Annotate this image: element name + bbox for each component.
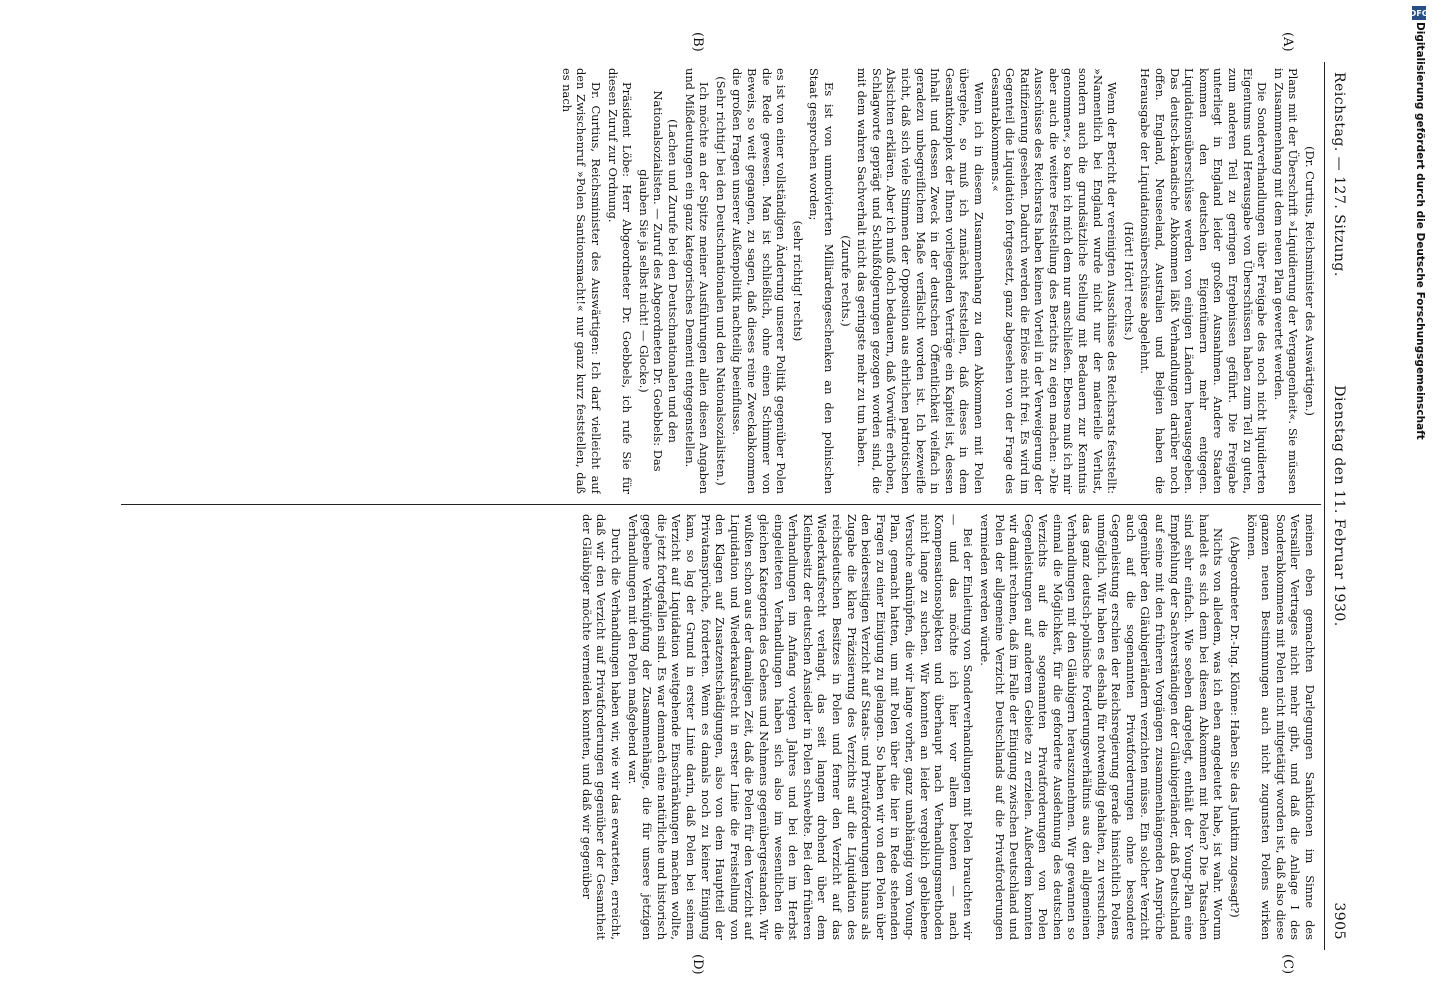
dfg-logo: DFG — [1412, 6, 1426, 20]
right-column — [127, 514, 1317, 940]
interjection: (Hört! Hört! rechts.) — [1121, 221, 1136, 341]
paragraph: Plans mit der Überschrift »Liquidierung der Vergangenheit«. Sie müssen in Zusammenhang mit dem neuen Plan gewertet werden. — [1271, 68, 1301, 494]
digitization-note: Digitalisierung gefördert durch die Deutsche Forschungsgemeinschaft — [1414, 22, 1426, 440]
paragraph: Dr. Curtius, Reichsminister des Auswärtigen: Ich darf vielleicht auf den Zwischenruf »Polen Santionsmacht!« nur ganz kurz feststellen, daß es nach — [559, 68, 604, 494]
paragraph: meinen eben gemachten Darlegungen Sanktionen im Sinne des Versailler Vertrages nicht mehr gibt, und daß die Anlage I des Sonderabkommens mit Polen nicht mitgetätigt worden ist, daß also diese ganzen neuen Bestimmungen auch nicht zugunsten Polens wirken können. — [1244, 514, 1317, 940]
interjection: (Zurufe rechts.) — [838, 235, 853, 327]
interjection: (sehr richtig! rechts) — [790, 220, 805, 342]
interjection: (Lachen und Zurufe bei den Deutschnationalen und den Nationalsozialisten. — Zuruf des Abgeordneten Dr. Goebbels: Das glauben Sie ja selbst nicht! — Glocke.) — [636, 90, 681, 472]
paragraph: Es ist von unmotivierten Milliardengeschenken an den polnischen Staat gesprochen worden; — [807, 68, 836, 494]
margin-marker-d: (D) — [690, 954, 705, 975]
digitization-stamp — [1409, 6, 1429, 996]
header-date: Dienstag den 11. Februar 1930. — [1331, 385, 1347, 627]
page-number: 3905 — [1331, 902, 1347, 940]
paragraph: Durch die Verhandlungen haben wir, wie wir das erwarteten, erreicht, daß wir den Verzicht auf Privatforderungen gegenüber der Gesamtheit der Gläubiger möchte vermeiden konnten, und daß wir gegenüber — [579, 514, 624, 940]
paragraph: Präsident Löbe: Herr Abgeordneter Dr. Goebbels, ich rufe Sie für diesen Zuruf zur Ordnung. — [605, 68, 635, 494]
interjection: (Abgeordneter Dr.-Ing. Klönne: Haben Sie das Junktim zugesagt?) — [1228, 536, 1243, 918]
paragraph: Ich möchte an der Spitze meiner Ausführungen allen diesen Angaben und Mißdeutungen ein ganz kategorisches Dementi entgegenstellen. — [682, 68, 712, 494]
margin-marker-b: (B) — [690, 32, 705, 52]
header-rule — [1324, 62, 1325, 950]
paragraph: Nichts von alledem, was ich eben angedeutet habe, ist wahr. Worum handelt es sich denn bei diesem Abkommen mit Polen? Die Tatsachen sind sehr einfach. Wie soeben dargelegt, enthält der Young-Plan eine Empfehlung der Sachverständigen der Gläubigerländer, daß Deutschland auf seine mit den früheren Vorgängen zusammenhängenden Ansprüche gegenüber den Gläubigerländern verzichten müsse. Ein solcher Verzicht auch auf die sogenannten Privatforderungen ohne besondere Gegenleistung erschien der Reichsregierung gerade hinsichtlich Polens unmöglich. Wir haben es deshalb für notwendig gehalten, zu versuchen, das ganz deutsch-polnische Forderungsverhältnis aus den allgemeinen Verhandlungen mit den Gläubigern herauszunehmen. Wir gewannen so einmal die Möglichkeit, für die geforderte Ausdehnung des deutschen Verzichts auf die sogenannten Privatforderungen von Polen Gegenleistungen auf anderem Gebiete zu erzielen. Außerdem konnten wir damit rechnen, daß im Falle der Einigung zwischen Deutschland und Polen der allgemeine Verzicht Deutschlands auf die Privatforderungen vermieden werden würde. — [977, 514, 1226, 940]
header-session: Reichstag. — 127. Sitzung. — [1331, 72, 1347, 277]
page-header — [1323, 62, 1347, 950]
paragraph: Wenn ich in diesem Zusammenhang zu dem Abkommen mit Polen übergehe, so muß ich zunächst feststellen, daß dieses in dem Gesamtkomplex der Ihnen vorliegenden Verträge ein Kapitel ist, dessen Inhalt und dessen Zweck in der deutschen Öffentlichkeit vielfach in geradezu unbegreiflichem Maße verfälscht worden ist. Ich bezweifle nicht, daß sich viele Stimmen der Opposition aus ehrlichen patriotischen Absichten erklären. Aber ich muß doch bedauern, daß Vorwürfe erhoben, Schlagworte geprägt und Schlußfolgerungen gezogen worden sind, die mit dem wahren Sachverhalt nicht das geringste mehr zu tun haben. — [855, 68, 986, 494]
paragraph: Bei der Einleitung von Sonderverhandlungen mit Polen brauchten wir — und das möchte ich hier vor allem betonen — nach Kompensationsobjekten und überhaupt nach Verhandlungsmethoden nicht lange zu suchen. Wir konnten an leider vergeblich gebliebene Versuche anknüpfen, die wir lange vorher, ganz unabhängig vom Young-Plan, gemacht hatten, um mit Polen über die hier in Rede stehenden Fragen zu einer Einigung zu gelangen. So haben wir von den Polen über den beiderseitigen Verzicht auf Staats- und Privatforderungen hinaus als Zugabe die klare Präzisierung des Verzichts auf die Liquidation des reichsdeutschen Besitzes in Polen und ferner den Verzicht auf das Wiederkaufsrecht verlangt, das seit langem drohend über dem Kleinbesitz der deutschen Ansiedler in Polen schwebte. Bei den früheren Verhandlungen im Anfang vorigen Jahres und bei den im Herbst eingeleiteten Verhandlungen haben sich also im wesentlichen die gleichen Kategorien des Gebens und Nehmens gegenübergestanden. Wir wußten schon aus der damaligen Zeit, daß die Polen für den Verzicht auf Liquidation und Wiederkaufsrecht in erster Linie die Freistellung von den Klagen auf Zusatzentschädigungen, also von dem Hauptteil der Privatansprüche, forderten. Wenn es damals noch zu keiner Einigung kam, so lag der Grund in erster Linie darin, daß Polen bei seinem Verzicht auf Liquidation weitgehende Einschränkungen machen wollte, die jetzt fortgefallen sind. Es war demnach eine natürliche und historisch gegebene Verknüpfung der Zusammenhänge, die für unsere jetzigen Verhandlungen mit den Polen maßgebend war. — [625, 514, 976, 940]
paragraph: Die Sonderverhandlungen über Freigabe des noch nicht liquidierten Eigentums und Herausgabe von Überschüssen haben zum Teil zu guten, zum anderen Teil zu geringen Ergebnissen geführt. Die Freigabe unterliegt in England leider großen Ausnahmen. Andere Staaten kommen den deutschen Eigentümern mehr entgegen. Liquidationsüberschüsse werden von einigen Ländern herausgegeben. Das deutsch-kanadische Abkommen läßt Verhandlungen darüber noch offen. England, Neuseeland, Australien und Belgien haben die Herausgabe der Liquidationsüberschüsse abgelehnt. — [1138, 68, 1270, 494]
margin-marker-a: (A) — [1280, 32, 1295, 52]
paragraph: es ist von einer vollständigen Änderung unserer Politik gegenüber Polen die Rede gewesen. Man ist schließlich, ohne einen Schimmer von Beweis, so weit gegangen, zu sagen, daß dieses reine Zweckabkommen die großen Fragen unserer Außenpolitik nachteilig beeinflusse. — [730, 68, 789, 494]
column-divider — [121, 504, 1321, 505]
interjection: (Sehr richtig! bei den Deutschnationalen und den Nationalsozialisten.) — [713, 76, 728, 486]
speaker-line: (Dr. Curtius, Reichsminister des Auswärtigen.) — [1303, 146, 1317, 416]
paragraph: Wenn der Bericht der vereinigten Ausschüsse des Reichsrats feststellt: »Namentlich bei England wurde nicht nur der materielle Verlust, sondern auch die grundsätzliche Stellung mit Bedauern zur Kenntnis genommen«, so kann ich mich dem nur anschließen. Ebenso muß ich mir aber auch die weitere Feststellung des Berichts zu eigen machen: »Die Ausschüsse des Reichsrats haben keinen Vorteil in der Verweigerung der Ratifizierung gesehen. Dadurch werden die Erlöse nicht frei. Es wird im Gegenteil die Liquidation fortgesetzt, ganz abgesehen von der Frage des Gesamtabkommens.« — [988, 68, 1120, 494]
left-column — [127, 68, 1317, 494]
rotated-document-page — [85, 32, 1355, 975]
margin-marker-c: (C) — [1280, 954, 1295, 975]
